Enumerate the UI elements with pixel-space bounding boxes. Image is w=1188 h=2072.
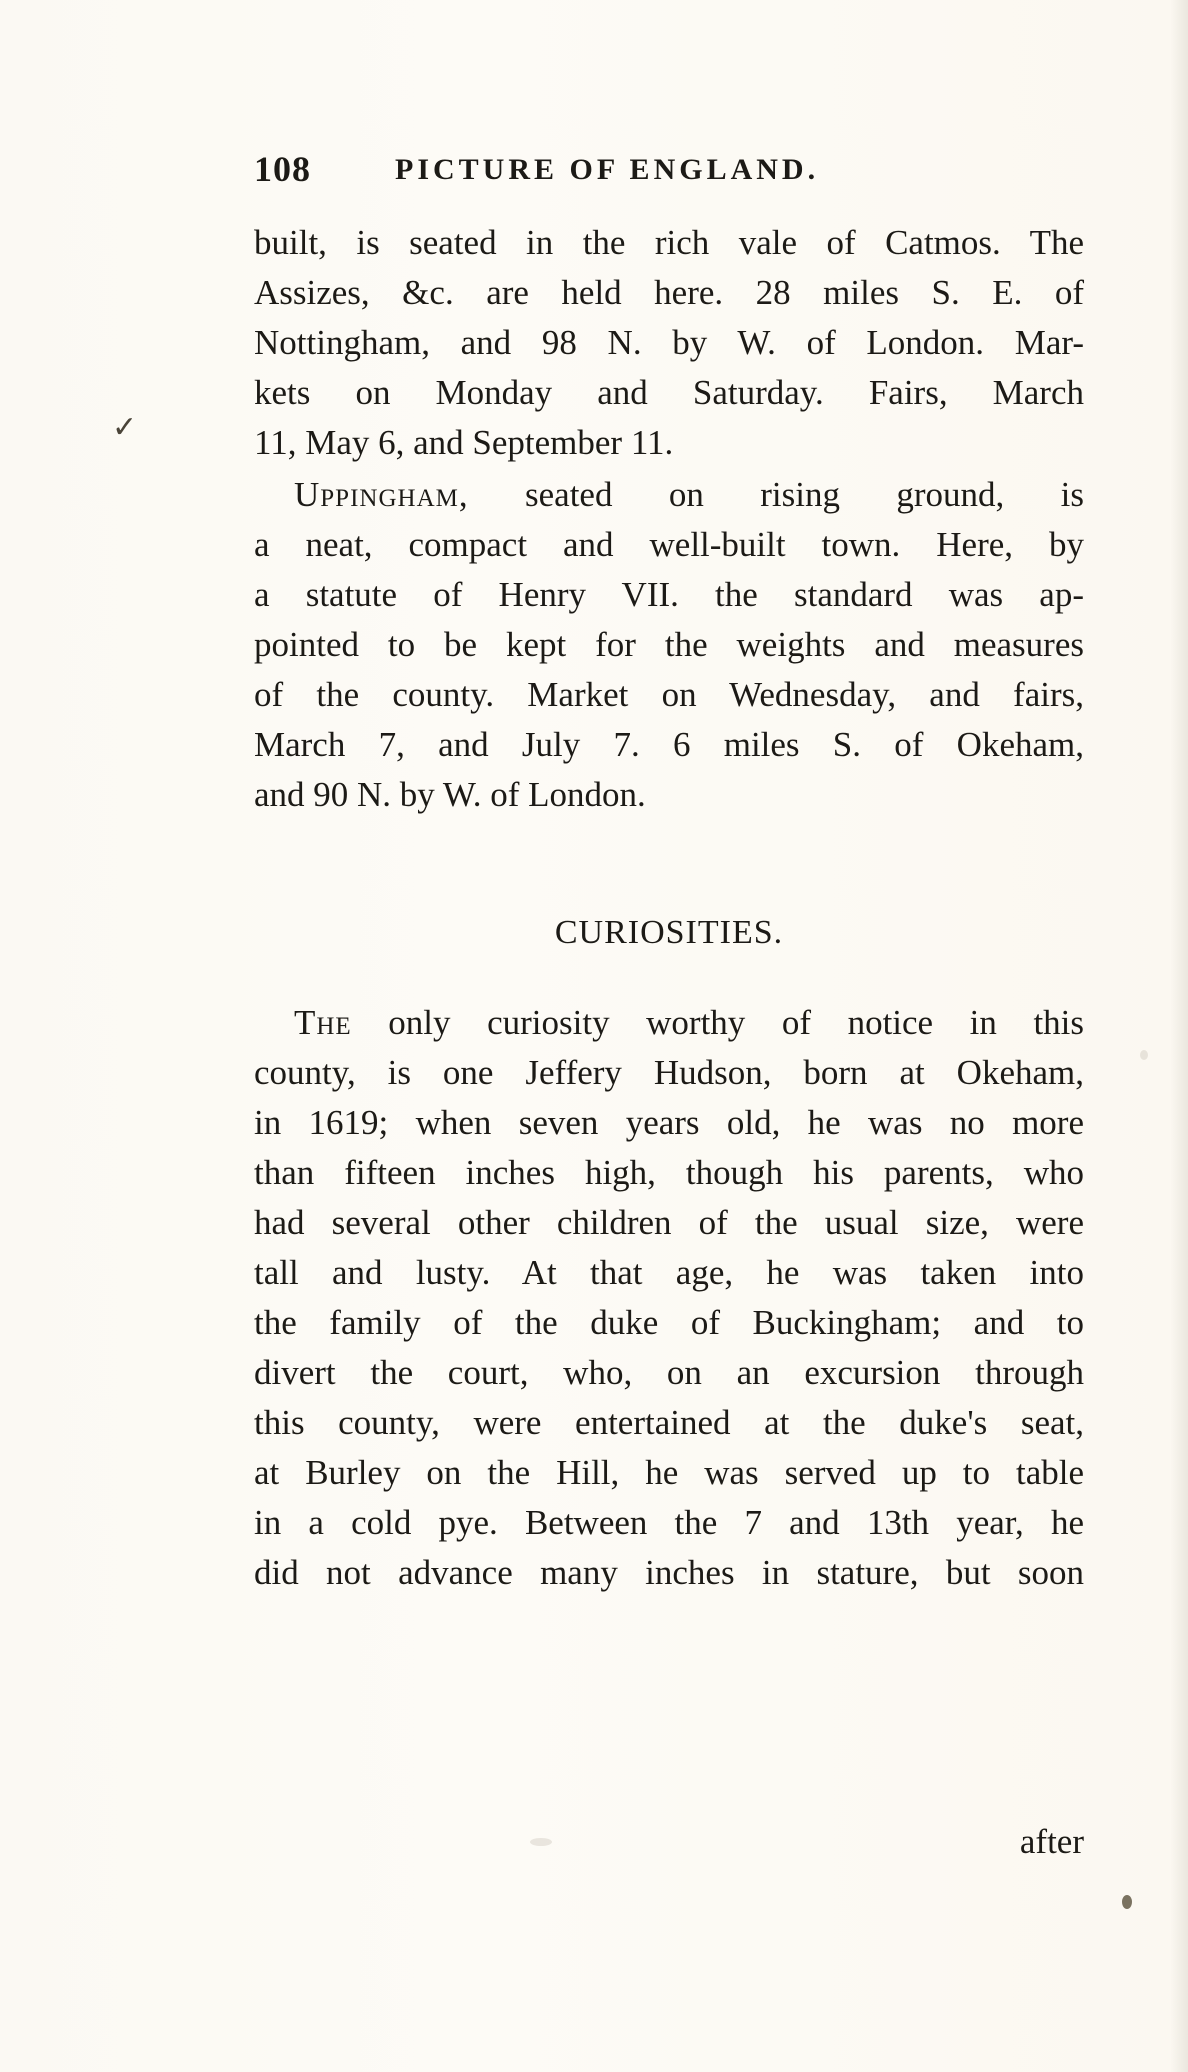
text-line: had several other children of the usual size, were: [254, 1203, 1084, 1242]
text-line: [254, 470, 1084, 520]
text-fragment: only curiosity worthy of notice in this: [388, 1003, 1085, 1042]
margin-check-mark: ✓: [112, 411, 138, 444]
text-line: 11, May 6, and September 11.: [254, 423, 674, 462]
text-line: of the county. Market on Wednesday, and fairs,: [254, 675, 1084, 714]
text-line: a statute of Henry VII. the standard was ap-: [254, 575, 1084, 614]
text-line: tall and lusty. At that age, he was taken into: [254, 1253, 1084, 1292]
ink-spot: [1122, 1895, 1132, 1909]
catchword: after: [1019, 1822, 1084, 1861]
paper-smudge: [530, 1838, 552, 1846]
place-name-uppingham: Uppingham,: [294, 475, 469, 514]
text-line: Nottingham, and 98 N. by W. of London. Mar-: [254, 323, 1084, 362]
text-line: [254, 998, 1084, 1048]
page-number: 108: [254, 149, 311, 189]
paper-speck: [1140, 1050, 1148, 1060]
text-line: at Burley on the Hill, he was served up to table: [254, 1453, 1084, 1492]
paragraph-curiosities: [254, 998, 1084, 1598]
text-fragment: seated on rising ground, is: [525, 475, 1084, 514]
text-line: the family of the duke of Buckingham; and to: [254, 1303, 1084, 1342]
text-line: Assizes, &c. are held here. 28 miles S. E. of: [254, 273, 1084, 312]
running-title: PICTURE OF ENGLAND.: [395, 153, 820, 186]
text-line: a neat, compact and well-built town. Here, by: [254, 525, 1084, 564]
text-line: than fifteen inches high, though his parents, who: [254, 1153, 1084, 1192]
page-edge-shadow: [1170, 0, 1188, 2072]
paragraph-okeham: [254, 218, 1084, 468]
page-header: [254, 148, 1054, 198]
section-heading-curiosities: CURIOSITIES.: [554, 914, 784, 951]
text-line: built, is seated in the rich vale of Catmos. The: [254, 223, 1084, 262]
text-line: county, is one Jeffery Hudson, born at Okeham,: [254, 1053, 1084, 1092]
text-line: kets on Monday and Saturday. Fairs, March: [254, 373, 1084, 412]
lead-word: The: [294, 1003, 352, 1042]
text-line: this county, were entertained at the duke's seat,: [254, 1403, 1084, 1442]
paragraph-uppingham: [254, 470, 1084, 820]
text-line: and 90 N. by W. of London.: [254, 775, 646, 814]
text-line: divert the court, who, on an excursion through: [254, 1353, 1084, 1392]
text-line: in a cold pye. Between the 7 and 13th year, he: [254, 1503, 1084, 1542]
text-line: in 1619; when seven years old, he was no more: [254, 1103, 1084, 1142]
text-line: March 7, and July 7. 6 miles S. of Okeham,: [254, 725, 1084, 764]
text-line: did not advance many inches in stature, but soon: [254, 1553, 1084, 1592]
text-line: pointed to be kept for the weights and measures: [254, 625, 1084, 664]
